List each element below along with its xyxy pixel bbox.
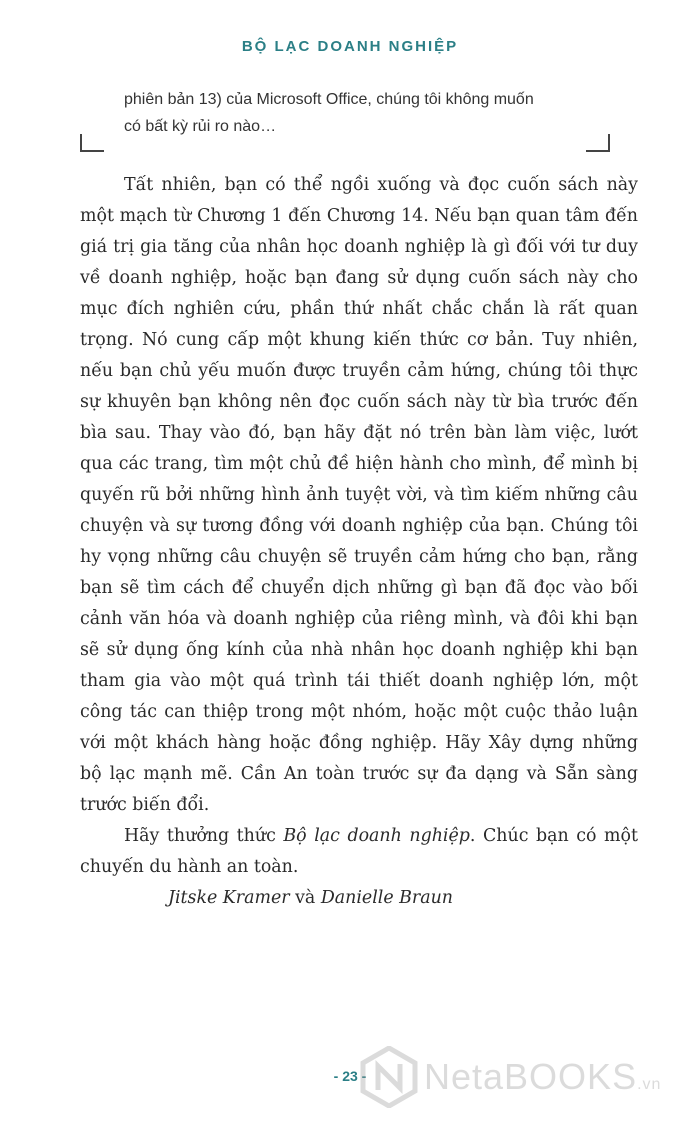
paragraph-2-prefix: Hãy thưởng thức xyxy=(124,826,284,846)
author-2: Danielle Braun xyxy=(320,888,453,908)
quote-line-1: phiên bản 13) của Microsoft Office, chúng tôi không muốn xyxy=(124,91,534,108)
book-title: Bộ lạc doanh nghiệp xyxy=(283,826,470,846)
page-number: - 23 - xyxy=(333,1068,367,1084)
quote-corner-right xyxy=(586,134,610,152)
quote-box xyxy=(80,86,610,156)
netabooks-logo-icon xyxy=(360,1046,418,1108)
watermark-text xyxy=(424,1056,661,1098)
body-text xyxy=(80,170,638,914)
watermark xyxy=(360,1046,690,1108)
watermark-brand: NetaBOOKS xyxy=(424,1056,638,1097)
paragraph-2-suffix: . Chúc bạn có một chuyến du hành an toàn. xyxy=(80,826,639,877)
signature-and: và xyxy=(289,888,321,908)
running-header: BỘ LẠC DOANH NGHIỆP xyxy=(241,38,459,55)
signature xyxy=(80,883,638,914)
paragraph-1: Tất nhiên, bạn có thể ngồi xuống và đọc cuốn sách này một mạch từ Chương 1 đến Chương 14. Nếu bạn quan tâm đến giá trị gia tăng của nhân học doanh nghiệp là gì đối với tư duy về doanh nghiệp, hoặc bạn đang sử dụng cuốn sách này cho mục đích nghiên cứu, phần thứ nhất chắc chắn là rất quan trọng. Nó cung cấp một khung kiến thức cơ bản. Tuy nhiên, nếu bạn chủ yếu muốn được truyền cảm hứng, chúng tôi thực sự khuyên bạn không nên đọc cuốn sách này từ bìa trước đến bìa sau. Thay vào đó, bạn hãy đặt nó trên bàn làm việc, lướt qua các trang, tìm một chủ đề hiện hành cho mình, để mình bị quyến rũ bởi những hình ảnh tuyệt vời, và tìm kiếm những câu chuyện và sự tương đồng với doanh nghiệp của bạn. Chúng tôi hy vọng những câu chuyện sẽ truyền cảm hứng cho bạn, rằng bạn sẽ tìm cách để chuyển dịch những gì bạn đã đọc vào bối cảnh văn hóa và doanh nghiệp của riêng mình, và đôi khi bạn sẽ sử dụng ống kính của nhà nhân học doanh nghiệp khi bạn tham gia vào một quá trình tái thiết doanh nghiệp lớn, một công tác can thiệp trong một nhóm, hoặc một cuộc thảo luận với một khách hàng hoặc đồng nghiệp. Hãy Xây dựng những bộ lạc mạnh mẽ. Cần An toàn trước sự đa dạng và Sẵn sàng trước biến đổi. xyxy=(80,175,638,815)
quote-corner-left xyxy=(80,134,104,152)
paragraph-2 xyxy=(80,821,638,883)
quote-text xyxy=(124,86,594,140)
watermark-suffix: .vn xyxy=(637,1076,662,1093)
author-1: Jitske Kramer xyxy=(168,888,290,908)
quote-line-2: có bất kỳ rủi ro nào… xyxy=(124,118,277,135)
